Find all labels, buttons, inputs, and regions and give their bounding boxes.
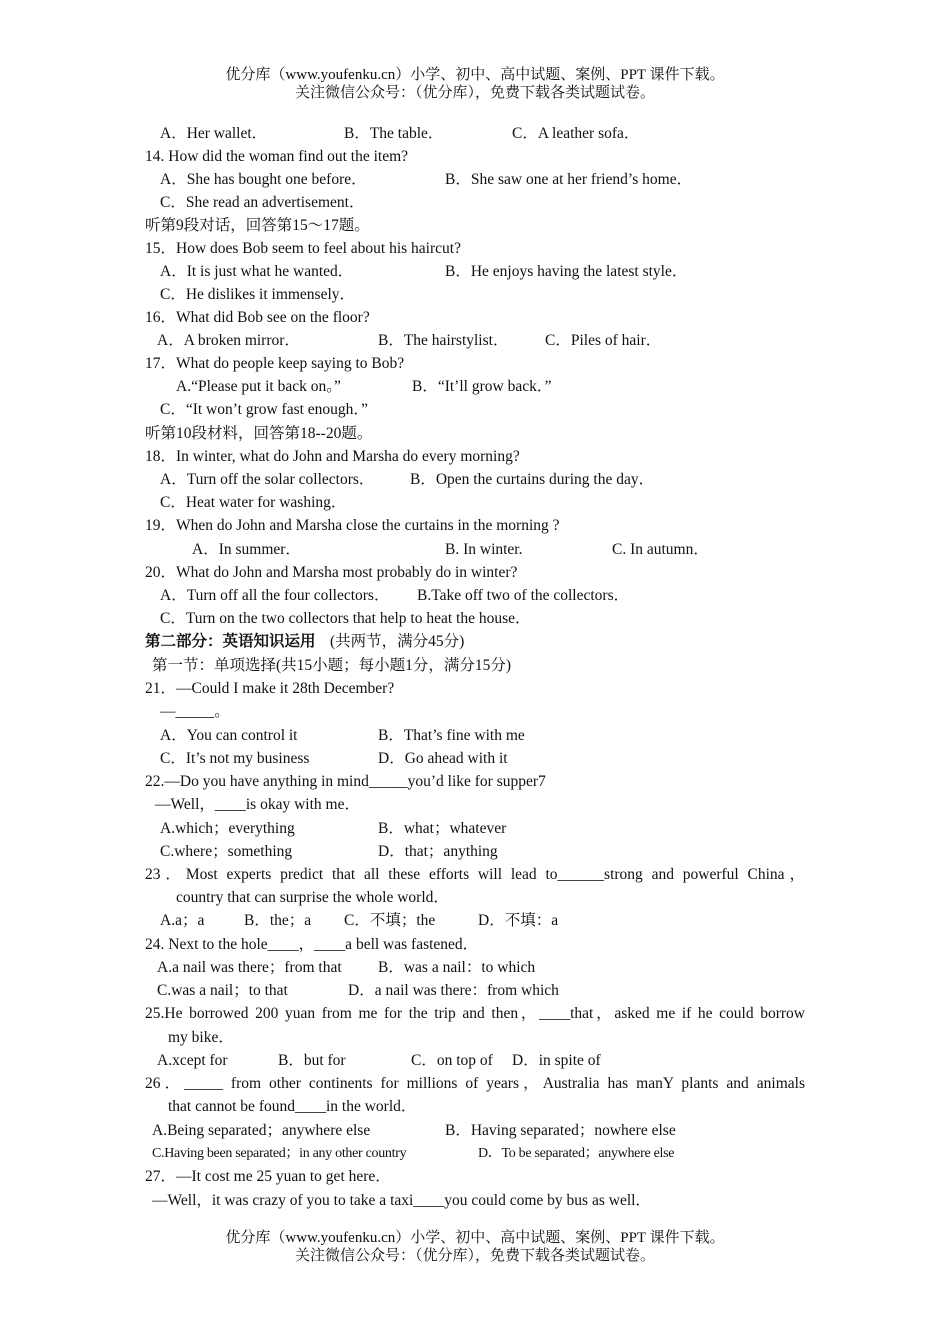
question-text: 20．What do John and Marsha most probably do in winter? bbox=[145, 564, 518, 581]
question-text: my bike． bbox=[168, 1029, 234, 1046]
answer-option: C．She read an advertisement． bbox=[160, 194, 365, 211]
answer-option: C．It’s not my business bbox=[160, 750, 310, 767]
answer-option: B．“It’ll grow back．” bbox=[412, 378, 552, 395]
answer-option: C.where；something bbox=[160, 843, 293, 860]
answer-option: A.a；a bbox=[160, 912, 205, 929]
answer-option: C．Piles of hair． bbox=[545, 332, 662, 349]
answer-option: D．To be separated；anywhere else bbox=[478, 1146, 675, 1161]
answer-option: B．what；whatever bbox=[378, 820, 507, 837]
answer-option: B．The hairstylist． bbox=[378, 332, 509, 349]
answer-option: A.xcept for bbox=[157, 1052, 228, 1069]
question-text: 27．—It cost me 25 yuan to get here． bbox=[145, 1168, 391, 1185]
question-text: —Well，it was crazy of you to take a taxi____you could come by bus as well． bbox=[152, 1192, 651, 1209]
answer-option: A．You can control it bbox=[160, 727, 298, 744]
part-heading: (共两节，满分45分) bbox=[330, 633, 465, 650]
question-text: 26．_____ from other continents for millions of years，Australia has manY plants and animals bbox=[145, 1075, 805, 1092]
answer-option: C．He dislikes it immensely． bbox=[160, 286, 356, 303]
answer-option: B．was a nail：to which bbox=[378, 959, 536, 976]
section-heading: 听第9段对话，回答第15～17题。 bbox=[145, 217, 370, 234]
answer-option: B．She saw one at her friend’s home． bbox=[445, 171, 693, 188]
answer-option: A.“Please put it back on。” bbox=[176, 378, 341, 395]
answer-option: C.was a nail；to that bbox=[157, 982, 288, 999]
answer-option: B．He enjoys having the latest style． bbox=[445, 263, 688, 280]
question-text: 25.He borrowed 200 yuan from me for the trip and then，____that，asked me if he could borrow bbox=[145, 1005, 805, 1022]
footer-line-2: 关注微信公众号：（优分库），免费下载各类试题试卷。 bbox=[294, 1248, 655, 1264]
answer-option: B．Having separated；nowhere else bbox=[445, 1122, 676, 1139]
answer-option: A．She has bought one before． bbox=[160, 171, 367, 188]
answer-option: D．不填：a bbox=[478, 912, 559, 929]
answer-option: B．the；a bbox=[244, 912, 312, 929]
answer-option: A.Being separated；anywhere else bbox=[152, 1122, 371, 1139]
answer-option: A.a nail was there；from that bbox=[157, 959, 342, 976]
page-footer bbox=[0, 1229, 950, 1265]
footer-line-1: 优分库（www.youfenku.cn）小学、初中、高中试题、案例、PPT 课件下载。 bbox=[225, 1230, 725, 1246]
question-text: 14. How did the woman find out the item? bbox=[145, 148, 409, 165]
answer-option: D．a nail was there：from which bbox=[348, 982, 559, 999]
answer-option: A．Turn off all the four collectors． bbox=[160, 587, 390, 604]
answer-option: B. In winter. bbox=[445, 541, 523, 558]
question-text: 17．What do people keep saying to Bob? bbox=[145, 355, 405, 372]
answer-option: A．Turn off the solar collectors． bbox=[160, 471, 375, 488]
answer-option: C. In autumn． bbox=[612, 541, 709, 558]
question-text: country that can surprise the whole world． bbox=[176, 889, 449, 906]
answer-option: B．The table． bbox=[344, 125, 444, 142]
answer-option: C.Having been separated；in any other country bbox=[152, 1146, 407, 1161]
answer-option: D．that；anything bbox=[378, 843, 498, 860]
answer-option: B．Open the curtains during the day． bbox=[410, 471, 655, 488]
answer-option: A．Her wallet． bbox=[160, 125, 268, 142]
answer-option: C．Turn on the two collectors that help to heat the house． bbox=[160, 610, 531, 627]
header-line-1: 优分库（www.youfenku.cn）小学、初中、高中试题、案例、PPT 课件下载。 bbox=[225, 67, 725, 83]
answer-option: B．That’s fine with me bbox=[378, 727, 525, 744]
answer-option: C．on top of bbox=[411, 1052, 493, 1069]
answer-option: A.which；everything bbox=[160, 820, 295, 837]
question-text: 22.—Do you have anything in mind_____you’d like for supper7 bbox=[145, 773, 546, 790]
question-text: 18．In winter, what do John and Marsha do every morning? bbox=[145, 448, 520, 465]
answer-option: D．in spite of bbox=[512, 1052, 601, 1069]
answer-option: C．“It won’t grow fast enough．” bbox=[160, 401, 369, 418]
question-text: 15．How does Bob seem to feel about his haircut? bbox=[145, 240, 461, 257]
question-text: that cannot be found____in the world． bbox=[168, 1098, 417, 1115]
question-text: 16．What did Bob see on the floor? bbox=[145, 309, 370, 326]
answer-option: C．Heat water for washing． bbox=[160, 494, 347, 511]
answer-option: C．不填；the bbox=[344, 912, 436, 929]
question-text: 23．Most experts predict that all these efforts will lead to______strong and powerful China， bbox=[145, 866, 805, 883]
question-text: 21．—Could I make it 28th December? bbox=[145, 680, 395, 697]
answer-option: A．It is just what he wanted． bbox=[160, 263, 354, 280]
part-heading: 第二部分：英语知识运用 bbox=[145, 633, 316, 650]
answer-option: D．Go ahead with it bbox=[378, 750, 508, 767]
answer-option: B.Take off two of the collectors． bbox=[417, 587, 630, 604]
section-heading: 听第10段材料，回答第18--20题。 bbox=[145, 425, 373, 442]
answer-option: A．A broken mirror． bbox=[157, 332, 300, 349]
question-text: 19．When do John and Marsha close the curtains in the morning ? bbox=[145, 517, 560, 534]
question-text: —Well，____is okay with me． bbox=[155, 796, 360, 813]
question-text: 24. Next to the hole____，____a bell was fastened． bbox=[145, 936, 479, 953]
question-text: —_____。 bbox=[160, 703, 230, 720]
header-line-2: 关注微信公众号：（优分库），免费下载各类试题试卷。 bbox=[294, 85, 655, 101]
section-heading: 第一节：单项选择(共15小题；每小题1分，满分15分) bbox=[152, 657, 512, 674]
answer-option: A．In summer． bbox=[192, 541, 301, 558]
answer-option: C．A leather sofa． bbox=[512, 125, 640, 142]
answer-option: B．but for bbox=[278, 1052, 346, 1069]
